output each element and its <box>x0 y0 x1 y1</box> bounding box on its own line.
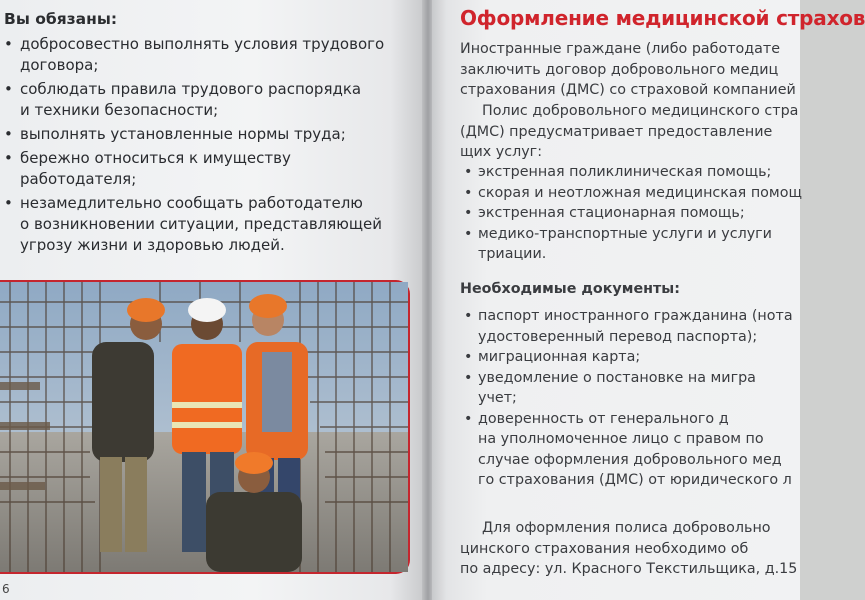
text-line: • паспорт иностранного гражданина (нота <box>478 308 793 324</box>
duty-item <box>4 193 399 256</box>
duty-item <box>4 124 399 145</box>
text-line: Иностранные граждане (либо работодате <box>460 41 781 57</box>
text-line: • экстренная поликлиническая помощь; <box>478 164 772 180</box>
document-item <box>462 409 793 491</box>
section-title: Оформление медицинской страхов <box>460 6 865 30</box>
text-line: учет; <box>478 390 517 406</box>
service-item <box>462 224 802 265</box>
service-item <box>462 183 802 204</box>
documents-list <box>462 306 793 491</box>
text-line: • миграционная карта; <box>478 349 641 365</box>
duty-line: • соблюдать правила трудового распорядка <box>20 80 362 98</box>
text-line: страхования (ДМС) со страховой компанией <box>460 82 796 98</box>
document-item <box>462 347 793 368</box>
text-line: заключить договор добровольного медиц <box>460 61 779 78</box>
text-line: цинского страхования необходимо об <box>460 540 749 557</box>
document-item <box>462 368 793 409</box>
duty-item <box>4 148 399 190</box>
duties-list <box>4 34 399 259</box>
text-line: по адресу: ул. Красного Текстильщика, д.15 <box>460 561 798 577</box>
text-line: • экстренная стационарная помощь; <box>478 205 745 221</box>
service-item <box>462 203 802 224</box>
page-number: 6 <box>2 582 10 596</box>
policy-paragraph <box>460 101 798 163</box>
left-page <box>0 0 424 600</box>
duty-line: и техники безопасности; <box>20 101 219 119</box>
text-line: удостоверенный перевод паспорта); <box>478 328 758 345</box>
service-item <box>462 162 802 183</box>
duties-heading: Вы обязаны: <box>4 10 118 28</box>
intro-paragraph <box>460 39 796 101</box>
workers-photo <box>0 280 410 574</box>
text-line: случае оформления добровольного мед <box>478 451 782 468</box>
text-line: щих услуг: <box>460 144 543 160</box>
text-line: • медико-транспортные услуги и услуги <box>478 225 772 242</box>
duty-line: о возникновении ситуации, представляющей <box>20 215 383 233</box>
duty-line: • добросовестно выполнять условия трудового <box>20 35 385 53</box>
document-item <box>462 306 793 347</box>
duty-line: • бережно относиться к имуществу работодателя; <box>20 149 291 188</box>
duty-item <box>4 34 399 76</box>
text-line: Для оформления полиса добровольно <box>482 520 771 536</box>
text-line: • доверенность от генерального д <box>478 410 729 427</box>
text-line: • уведомление о постановке на мигра <box>478 369 756 386</box>
text-line: го страхования (ДМС) от юридического л <box>478 472 792 488</box>
duty-line: договора; <box>20 56 99 74</box>
closing-paragraph <box>460 518 797 580</box>
services-list <box>462 162 802 265</box>
text-line: Полис добровольного медицинского стра <box>482 103 799 119</box>
text-line: триации. <box>478 246 547 262</box>
duty-line: • незамедлительно сообщать работодателю <box>20 194 363 212</box>
duty-line: угрозу жизни и здоровью людей. <box>20 236 285 254</box>
text-line: • скорая и неотложная медицинская помощ <box>478 184 802 201</box>
duty-item <box>4 79 399 121</box>
text-line: (ДМС) предусматривает предоставление <box>460 123 773 140</box>
duty-line: • выполнять установленные нормы труда; <box>20 125 346 143</box>
text-line: на уполномоченное лицо с правом по <box>478 431 764 447</box>
documents-heading: Необходимые документы: <box>460 281 680 297</box>
workers-photo-illustration <box>0 282 408 572</box>
right-page <box>432 0 865 600</box>
